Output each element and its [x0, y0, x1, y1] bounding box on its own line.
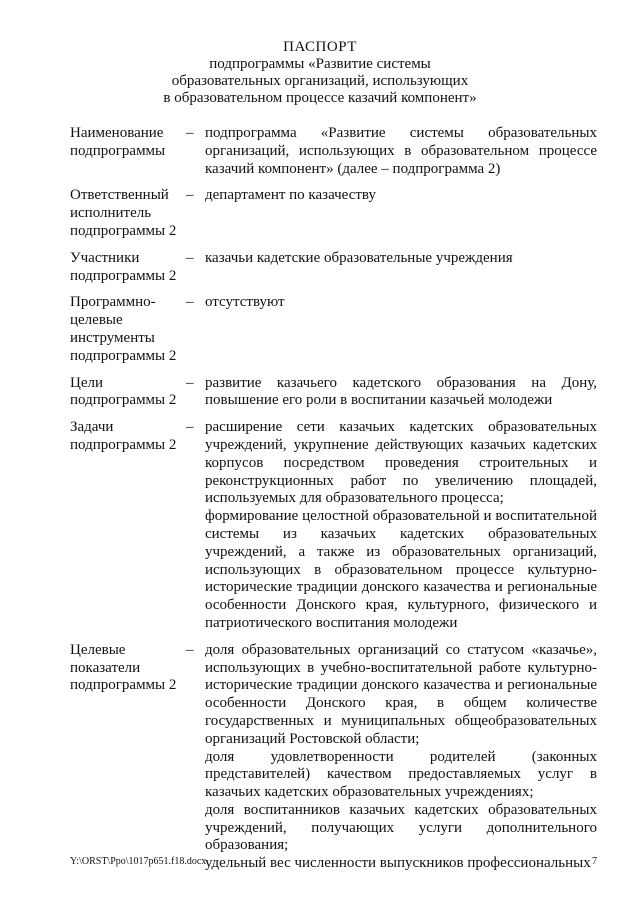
- page-number: 7: [592, 856, 597, 867]
- value-paragraph: подпрограмма «Развитие системы образовательных организаций, использующих в образовательном процессе казачий компонент» (далее – подпрограмма 2): [205, 125, 597, 177]
- value-paragraph: удельный вес численности выпускников профессиональных: [205, 855, 591, 872]
- document-subtitle-line: в образовательном процессе казачий компонент»: [163, 90, 477, 106]
- row-dash: –: [186, 249, 194, 266]
- row-value: [205, 375, 597, 411]
- value-paragraph: доля образовательных организаций со статусом «казачье», использующих в учебно-воспитательной работе культурно-исторические традиции донского казачества и региональные особенности Донского края, в общем количестве государственных и муниципальных общеобразовательных организаций Ростовской области;: [205, 641, 597, 747]
- value-paragraph: отсутствуют: [205, 294, 285, 311]
- passport-row-name: [70, 125, 597, 178]
- row-dash: –: [186, 187, 194, 204]
- passport-row-indicators: [70, 642, 597, 873]
- row-dash: –: [186, 374, 194, 391]
- row-label: Программно- целевые инструменты подпрограммы 2: [70, 294, 177, 364]
- value-paragraph: формирование целостной образовательной и воспитательной системы из казачьих кадетских образовательных учреждений, а также из образовательных организаций, использующих в образовательном процессе культурно-исторические традиции донского казачества и региональные особенности Донского края, культурного, физического и патриотического воспитания молодежи: [205, 508, 597, 631]
- row-value: [205, 187, 597, 240]
- row-label: Цели подпрограммы 2: [70, 374, 177, 409]
- passport-row-tasks: [70, 419, 597, 633]
- row-value: [205, 250, 597, 286]
- row-label: Ответственный исполнитель подпрограммы 2: [70, 187, 177, 239]
- value-paragraph: доля воспитанников казачьих кадетских образовательных учреждений, получающих услуги дополнительного образования;: [205, 801, 597, 854]
- document-subtitle-line: подпрограммы «Развитие системы: [209, 56, 431, 72]
- document-subtitle-line: образовательных организаций, использующих: [171, 73, 469, 89]
- row-dash: –: [186, 294, 194, 311]
- passport-table: [70, 125, 597, 882]
- row-label: Задачи подпрограммы 2: [70, 419, 177, 453]
- document-title: ПАСПОРТ: [283, 39, 357, 55]
- row-value: [205, 294, 597, 365]
- file-path: Y:\ORST\Ppo\1017p651.f18.docx: [70, 856, 207, 867]
- value-paragraph: департамент по казачеству: [205, 187, 376, 204]
- document-title-block: [0, 39, 640, 107]
- row-label: Участники подпрограммы 2: [70, 249, 177, 284]
- passport-row-executor: [70, 187, 597, 240]
- passport-row-goals: [70, 375, 597, 411]
- page-footer: [70, 856, 597, 867]
- value-paragraph: расширение сети казачьих кадетских образовательных учреждений, укрупнение действующих казачьих кадетских корпусов посредством проведения строительных и реконструкционных работ по увеличению площадей, используемых для образовательного процесса;: [205, 419, 597, 507]
- value-paragraph: развитие казачьего кадетского образования на Дону, повышение его роли в воспитании казачьей молодежи: [205, 374, 597, 409]
- passport-row-instruments: [70, 294, 597, 365]
- row-label: Наименование подпрограммы: [70, 125, 166, 159]
- row-dash: –: [186, 419, 194, 436]
- row-dash: –: [186, 641, 194, 658]
- value-paragraph: казачьи кадетские образовательные учреждения: [205, 249, 513, 266]
- value-paragraph: доля удовлетворенности родителей (законных представителей) качеством предоставляемых услуг в казачьих кадетских образовательных учреждениях;: [205, 748, 597, 801]
- row-label: Целевые показатели подпрограммы 2: [70, 641, 177, 694]
- passport-row-participants: [70, 250, 597, 286]
- row-value: [205, 125, 597, 178]
- row-value: [205, 642, 597, 873]
- row-value: [205, 419, 597, 633]
- row-dash: –: [186, 125, 194, 141]
